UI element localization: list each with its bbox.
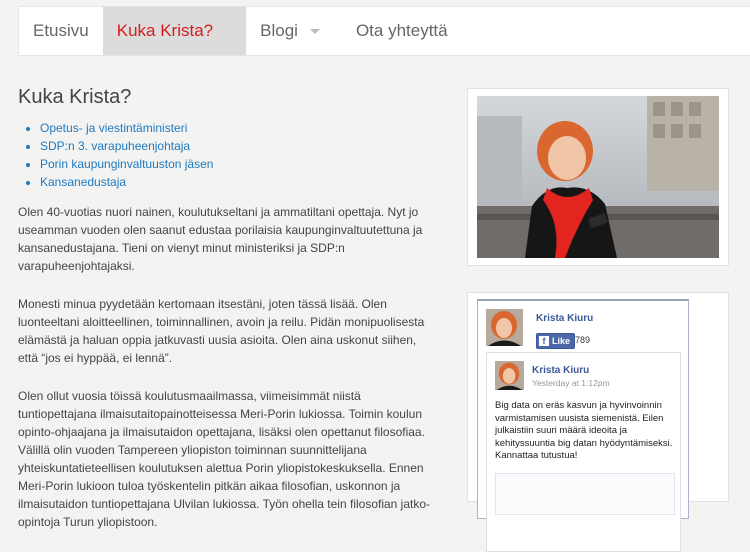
nav-item-blogi[interactable] bbox=[246, 7, 342, 55]
profile-photo bbox=[477, 96, 719, 258]
post-text: Big data on eräs kasvun ja hyvinvoinnin varmistamisen uusista siemenistä. Eilen julkaistiin suuri määrä ideoita ja kehityssuuntia big datan hyödyntämiseksi. Kannattaa tutustua! bbox=[495, 400, 673, 461]
post-author-link[interactable]: Krista Kiuru bbox=[532, 365, 590, 376]
nav-item-ota-yhteytta[interactable] bbox=[342, 7, 462, 55]
role-link[interactable]: SDP:n 3. varapuheenjohtaja bbox=[40, 139, 191, 153]
post-timestamp[interactable]: Yesterday at 1:12pm bbox=[532, 378, 610, 388]
nav-label: Blogi bbox=[260, 21, 298, 40]
like-button[interactable] bbox=[536, 333, 575, 349]
list-item[interactable] bbox=[40, 155, 438, 173]
facebook-page-plugin bbox=[477, 299, 689, 519]
nav-item-etusivu[interactable] bbox=[19, 7, 103, 55]
facebook-icon: f bbox=[539, 336, 549, 346]
page-title: Kuka Krista? bbox=[18, 86, 132, 108]
list-item[interactable] bbox=[40, 173, 438, 191]
personality-paragraph: Monesti minua pyydetään kertomaan itsestäni, joten tässä lisää. Olen luonteeltani aloitteellinen, toiminnallinen, avoin ja reilu. Pidän monipuolisesta elämästä ja haluan oppia jatkuvasti uusia asioita. Olen aina uskonut siihen, että “jos ei hyppää, ei lennä”. bbox=[18, 297, 425, 365]
nav-item-kuka-krista[interactable] bbox=[103, 7, 246, 55]
chevron-down-icon bbox=[310, 29, 320, 34]
main-navigation bbox=[18, 6, 750, 56]
profile-photo-frame bbox=[467, 88, 729, 266]
main-content bbox=[18, 86, 438, 551]
role-link[interactable]: Porin kaupunginvaltuuston jäsen bbox=[40, 157, 214, 171]
facebook-widget-frame bbox=[467, 292, 729, 502]
list-item[interactable] bbox=[40, 137, 438, 155]
page-name-link[interactable]: Krista Kiuru bbox=[536, 313, 594, 324]
nav-label: Ota yhteyttä bbox=[355, 21, 448, 40]
role-link[interactable]: Opetus- ja viestintäministeri bbox=[40, 121, 188, 135]
nav-label: Etusivu bbox=[33, 21, 89, 40]
role-link[interactable]: Kansanedustaja bbox=[40, 175, 127, 189]
intro-paragraph: Olen 40-vuotias nuori nainen, koulutukseltani ja ammatiltani opettaja. Nyt jo useamman vuoden olen saanut edustaa porilaisia kaupunginvaltuutettuna ja kansanedustajana. Tieni on vienyt minut ministeriksi ja SDP:n varapuheenjohtajaksi. bbox=[18, 205, 423, 273]
nav-label: Kuka Krista? bbox=[116, 21, 214, 40]
career-paragraph: Olen ollut vuosia töissä koulutusmaailmassa, viimeisimmät niistä tuntiopettajana ilmaisutaitopainotteisessa Meri-Porin lukiossa. Toimin koulun opinto-ohjaajana ja ilmaisutaidon opettajana, lisäksi olen opettanut filosofiaa. Välillä olin vuoden Tampereen yliopiston toiminnan suunnittelijana yhteiskuntatieteellisen koulutuksen alettua Porin yliopistokeskuksella. Ennen Meri-Porin lukioon tuloa työskentelin pitkän aikaa filosofian, uskonnon ja ilmaisutaidon tuntiopettajana Ulvilan lukiossa. Työn ohella tein filosofian jatko-opintoja Turun yliopistoon. bbox=[18, 389, 431, 529]
post-attachment[interactable] bbox=[495, 473, 675, 515]
facebook-post bbox=[486, 352, 681, 552]
like-count: 789 bbox=[575, 335, 591, 345]
page-avatar[interactable] bbox=[486, 309, 523, 346]
like-label: Like bbox=[552, 336, 571, 346]
roles-list bbox=[18, 119, 438, 191]
list-item[interactable] bbox=[40, 119, 438, 137]
post-author-avatar[interactable] bbox=[495, 361, 524, 390]
